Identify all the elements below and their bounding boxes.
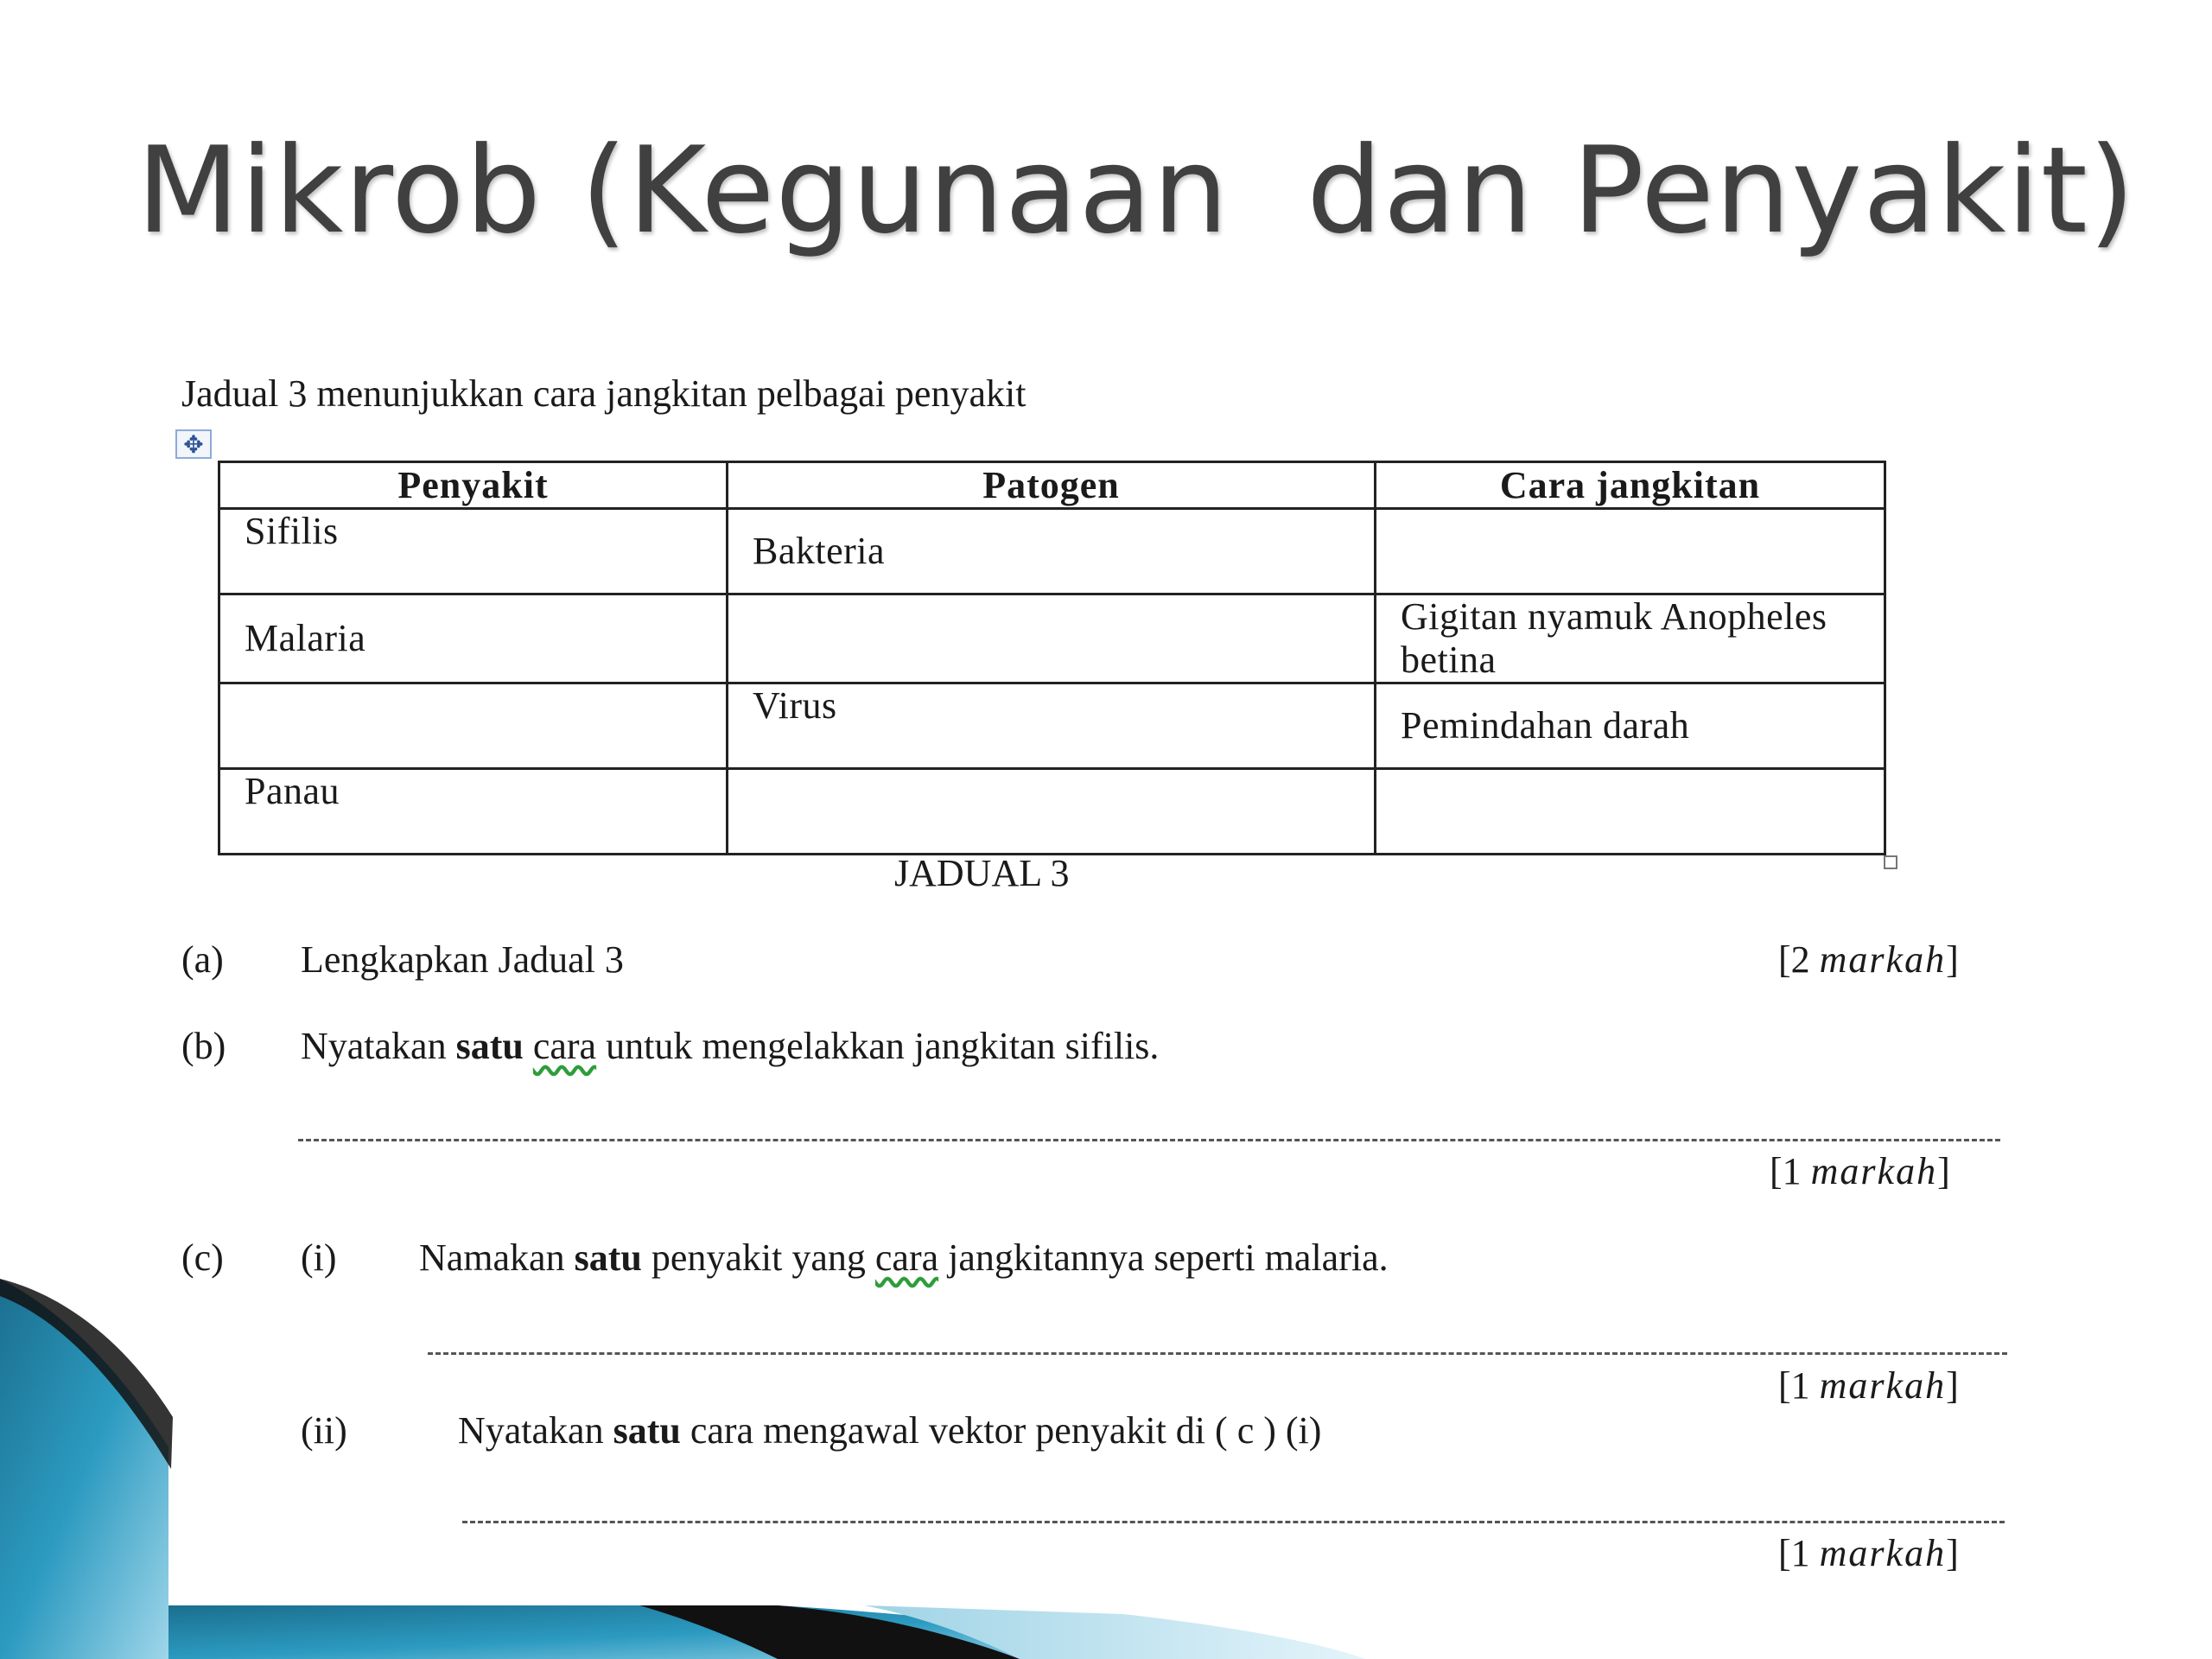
table-row bbox=[219, 683, 1885, 769]
answer-line-c-ii[interactable] bbox=[462, 1521, 2005, 1523]
cell-disease bbox=[219, 683, 728, 769]
slide-title: Mikrob (Kegunaan dan Penyakit) bbox=[137, 121, 2136, 260]
header-patogen: Patogen bbox=[728, 462, 1376, 509]
question-c-ii-label: (ii) bbox=[301, 1409, 347, 1452]
question-a-label: (a) bbox=[181, 938, 224, 981]
cell-disease: Panau bbox=[219, 769, 728, 855]
cell-transmission: Gigitan nyamuk Anopheles betina bbox=[1376, 594, 1885, 683]
table-row bbox=[219, 594, 1885, 683]
cell-transmission: Pemindahan darah bbox=[1376, 683, 1885, 769]
table-row bbox=[219, 769, 1885, 855]
question-c-label: (c) bbox=[181, 1236, 224, 1279]
cell-pathogen bbox=[728, 769, 1376, 855]
table-caption: JADUAL 3 bbox=[894, 852, 1070, 894]
cell-disease: Malaria bbox=[219, 594, 728, 683]
table-resize-handle[interactable] bbox=[1884, 855, 1897, 869]
question-c-i-text: Namakan satu penyakit yang cara jangkitannya seperti malaria. bbox=[419, 1236, 1389, 1279]
cell-disease: Sifilis bbox=[219, 509, 728, 594]
table-move-handle-icon[interactable]: ✥ bbox=[175, 429, 212, 459]
table-row bbox=[219, 509, 1885, 594]
cell-pathogen: Virus bbox=[728, 683, 1376, 769]
question-c-i-label: (i) bbox=[301, 1236, 337, 1279]
question-b-label: (b) bbox=[181, 1025, 226, 1067]
question-b-marks: [1 markah] bbox=[1770, 1150, 1950, 1192]
table-intro: Jadual 3 menunjukkan cara jangkitan pelbagai penyakit bbox=[181, 372, 1027, 415]
cell-transmission bbox=[1376, 769, 1885, 855]
question-b-text: Nyatakan satu cara untuk mengelakkan jangkitan sifilis. bbox=[301, 1025, 1160, 1067]
header-penyakit: Penyakit bbox=[219, 462, 728, 509]
transmission-table bbox=[218, 461, 1886, 855]
answer-line-c-i[interactable] bbox=[428, 1352, 2007, 1355]
cell-pathogen: Bakteria bbox=[728, 509, 1376, 594]
cell-pathogen bbox=[728, 594, 1376, 683]
question-c-ii-marks: [1 markah] bbox=[1778, 1532, 1959, 1574]
question-a-text: Lengkapkan Jadual 3 bbox=[301, 938, 624, 981]
answer-line-b[interactable] bbox=[298, 1139, 2000, 1141]
table-header-row bbox=[219, 462, 1885, 509]
question-c-ii-text: Nyatakan satu cara mengawal vektor penyakit di ( c ) (i) bbox=[458, 1409, 1322, 1452]
question-c-i-marks: [1 markah] bbox=[1778, 1364, 1959, 1407]
cell-transmission bbox=[1376, 509, 1885, 594]
question-a-marks: [2 markah] bbox=[1778, 938, 1959, 981]
header-cara-jangkitan: Cara jangkitan bbox=[1376, 462, 1885, 509]
